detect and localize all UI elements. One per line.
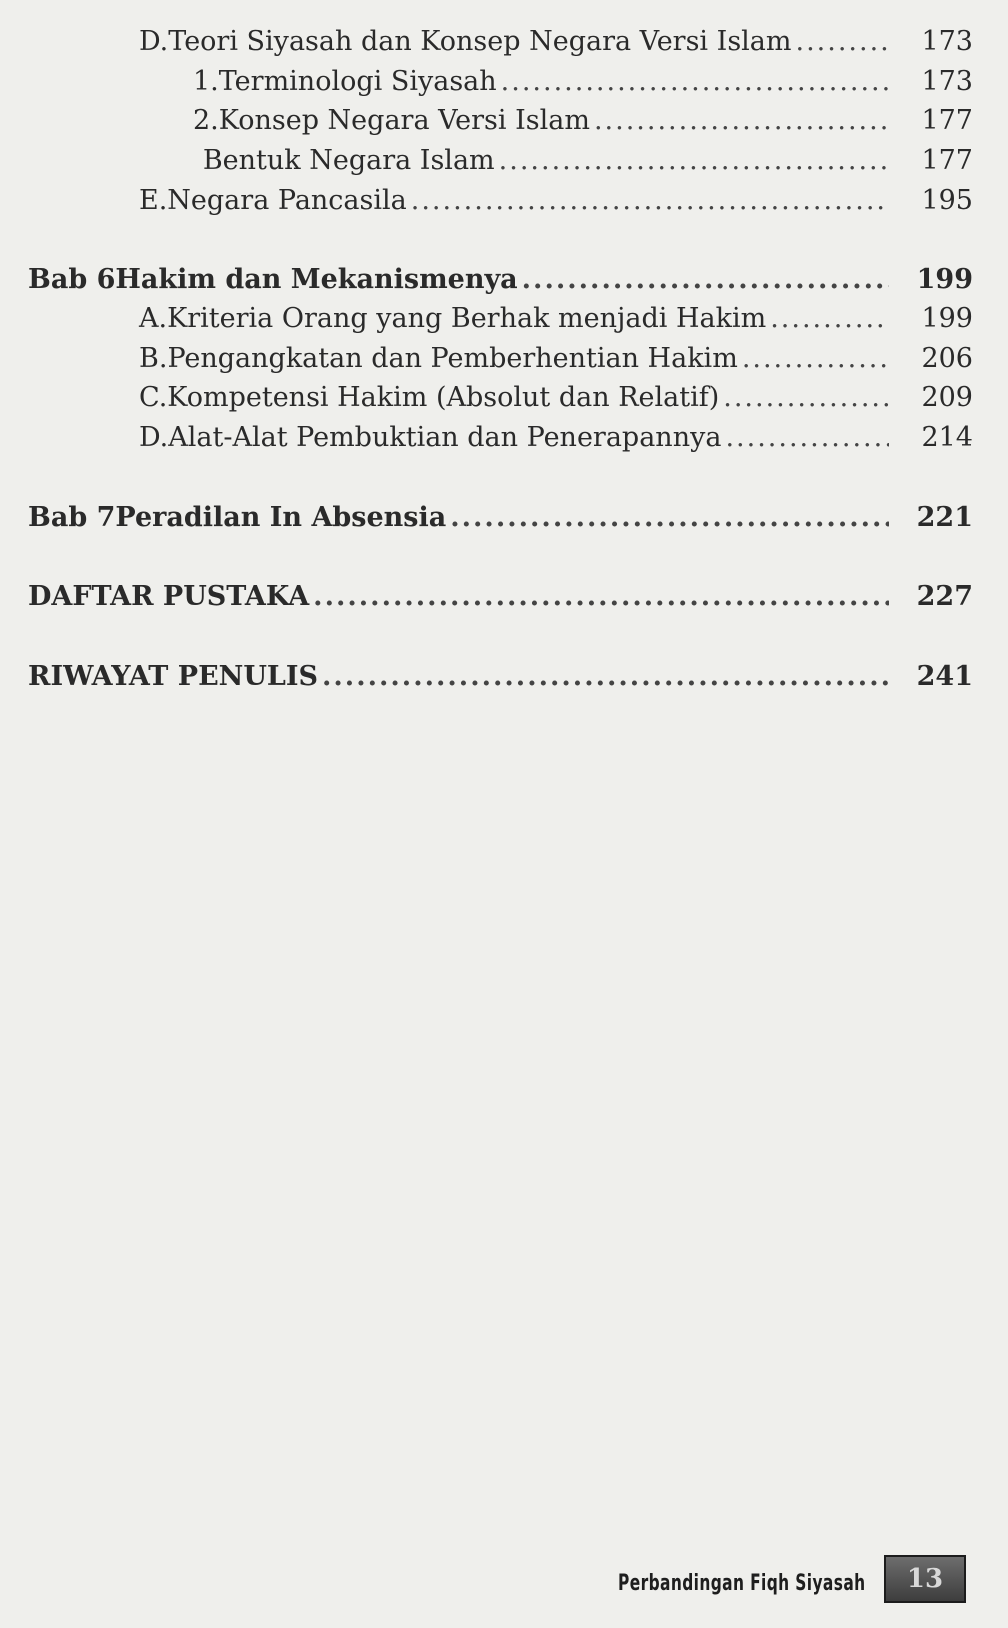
section-entry-bibliography bbox=[28, 580, 973, 614]
toc-entry bbox=[139, 25, 973, 59]
toc-entry-label: 1. bbox=[193, 66, 219, 97]
leader-dots bbox=[322, 660, 889, 694]
leader-dots bbox=[501, 65, 889, 99]
toc-entry-title: Alat-Alat Pembuktian dan Penerapannya bbox=[168, 422, 722, 453]
toc-entry-title: Teori Siyasah dan Konsep Negara Versi Islam bbox=[168, 26, 792, 57]
page-number-box bbox=[884, 1555, 966, 1603]
toc-entry-title: Bentuk Negara Islam bbox=[202, 145, 495, 176]
page-number: 13 bbox=[906, 1564, 944, 1594]
leader-dots bbox=[499, 144, 889, 178]
toc-entry bbox=[139, 421, 973, 455]
toc-entry-page: 177 bbox=[921, 105, 973, 136]
section-entry-author-bio bbox=[28, 660, 973, 694]
chapter-page: 199 bbox=[916, 264, 973, 295]
toc-entry bbox=[193, 144, 973, 178]
toc-entry-title: Konsep Negara Versi Islam bbox=[218, 105, 590, 136]
toc-entry-label: D. bbox=[139, 26, 169, 57]
leader-dots bbox=[594, 104, 889, 138]
toc-entry-page: 195 bbox=[921, 185, 973, 216]
chapter-label: Bab 7 bbox=[28, 502, 116, 533]
chapter-page: 221 bbox=[916, 502, 973, 533]
section-page: 227 bbox=[916, 581, 973, 612]
leader-dots bbox=[723, 381, 889, 415]
toc-entry-page: 177 bbox=[921, 145, 973, 176]
toc-entry-page: 209 bbox=[921, 382, 973, 413]
leader-dots bbox=[450, 501, 889, 535]
running-footer-title: Perbandingan Fiqh Siyasah bbox=[618, 1571, 866, 1596]
leader-dots bbox=[411, 184, 889, 218]
chapter-title: Hakim dan Mekanismenya bbox=[115, 264, 518, 295]
toc-entry-title: Negara Pancasila bbox=[167, 185, 407, 216]
leader-dots bbox=[725, 421, 889, 455]
toc-entry bbox=[139, 342, 973, 376]
toc-entry-title: Kompetensi Hakim (Absolut dan Relatif) bbox=[167, 382, 720, 413]
chapter-entry bbox=[28, 501, 973, 535]
toc-entry-label: A. bbox=[139, 303, 168, 334]
toc-entry-label: B. bbox=[139, 343, 168, 374]
chapter-entry bbox=[28, 263, 973, 297]
toc-entry-title: Kriteria Orang yang Berhak menjadi Hakim bbox=[167, 303, 767, 334]
toc-entry-title: Terminologi Siyasah bbox=[218, 66, 497, 97]
toc-entry bbox=[139, 184, 973, 218]
section-title: DAFTAR PUSTAKA bbox=[28, 581, 310, 612]
toc-entry-page: 173 bbox=[921, 66, 973, 97]
leader-dots bbox=[522, 263, 889, 297]
toc-entry-title: Pengangkatan dan Pemberhentian Hakim bbox=[167, 343, 738, 374]
chapter-title: Peradilan In Absensia bbox=[115, 502, 447, 533]
toc-entry-label: D. bbox=[139, 422, 169, 453]
leader-dots bbox=[313, 580, 889, 614]
toc-entry bbox=[139, 381, 973, 415]
leader-dots bbox=[796, 25, 889, 59]
leader-dots bbox=[742, 342, 889, 376]
toc-entry-label: 2. bbox=[193, 105, 219, 136]
leader-dots bbox=[770, 302, 889, 336]
chapter-label: Bab 6 bbox=[28, 264, 116, 295]
toc-entry bbox=[193, 104, 973, 138]
toc-entry-page: 173 bbox=[921, 26, 973, 57]
toc-entry bbox=[193, 65, 973, 99]
toc-entry bbox=[139, 302, 973, 336]
section-title: RIWAYAT PENULIS bbox=[28, 661, 318, 692]
toc-entry-page: 199 bbox=[921, 303, 973, 334]
section-page: 241 bbox=[916, 661, 973, 692]
toc-entry-label: C. bbox=[139, 382, 168, 413]
toc-entry-page: 214 bbox=[921, 422, 973, 453]
toc-entry-label: E. bbox=[139, 185, 168, 216]
toc-entry-page: 206 bbox=[921, 343, 973, 374]
